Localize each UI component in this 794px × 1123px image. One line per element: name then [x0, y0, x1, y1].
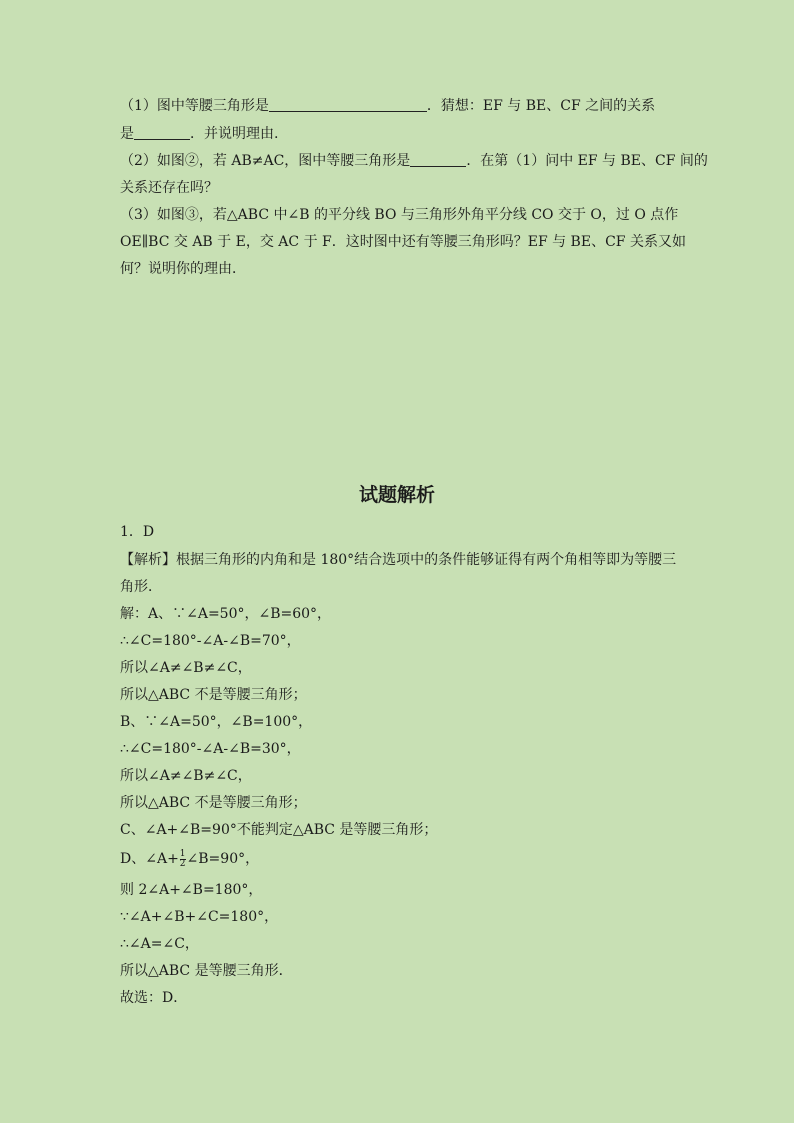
solution-line: ∵∠A+∠B+∠C=180°， — [120, 909, 279, 925]
solution-line: 所以△ABC 是等腰三角形． — [120, 963, 293, 979]
question-part2-line2: 关系还存在吗？ — [120, 180, 218, 196]
solution-line: C、∠A+∠B=90°不能判定△ABC 是等腰三角形； — [120, 822, 438, 838]
solution-line: 所以∠A≠∠B≠∠C， — [120, 660, 252, 676]
question-part1-line1: （1）图中等腰三角形是 ．猜想：EF 与 BE、CF 之间的关系 — [120, 98, 656, 114]
solution-line: 所以△ABC 不是等腰三角形； — [120, 795, 307, 811]
solution-line: ∴∠C=180°-∠A-∠B=30°， — [120, 741, 301, 757]
question-part3-line3: 何？说明你的理由． — [120, 261, 246, 277]
solution-line-fraction: D、∠A+ $\frac{1}{2}$ ∠B=90°， — [120, 848, 260, 869]
solution-line: ∴∠C=180°-∠A-∠B=70°， — [120, 633, 301, 649]
answer-blank-2 — [134, 125, 190, 140]
answer-blank-1 — [269, 97, 427, 112]
analysis-line1: 【解析】根据三角形的内角和是 180°结合选项中的条件能够证得有两个角相等即为等腰三 — [120, 552, 677, 568]
solution-line: 解：A、∵∠A=50°，∠B=60°， — [120, 606, 332, 622]
solution-line: 所以∠A≠∠B≠∠C， — [120, 768, 252, 784]
solution-title: 试题解析 — [358, 484, 435, 506]
solution-line: ∴∠A=∠C， — [120, 936, 199, 952]
answer-blank-3 — [410, 152, 466, 167]
fraction-one-half: $\frac{1}{2}$ — [179, 848, 186, 869]
question-part2-line1: （2）如图②，若 AB≠AC，图中等腰三角形是 ．在第（1）问中 EF 与 BE、CF 间的 — [120, 153, 708, 169]
solution-line: 则 2∠A+∠B=180°， — [120, 882, 263, 898]
question-part1-line2: 是 ．并说明理由. — [120, 126, 279, 142]
solution-line: 所以△ABC 不是等腰三角形； — [120, 687, 307, 703]
solution-line: 故选：D． — [120, 990, 188, 1006]
question-part3-line1: （3）如图③，若△ABC 中∠B 的平分线 BO 与三角形外角平分线 CO 交于 O，过 O 点作 — [120, 207, 679, 223]
solution-line: B、∵∠A=50°，∠B=100°， — [120, 714, 313, 730]
answer-line: 1．D — [120, 524, 155, 540]
analysis-line2: 角形． — [120, 579, 162, 595]
question-part3-line2: OE∥BC 交 AB 于 E，交 AC 于 F．这时图中还有等腰三角形吗？EF 与 BE、CF 关系又如 — [120, 234, 686, 250]
